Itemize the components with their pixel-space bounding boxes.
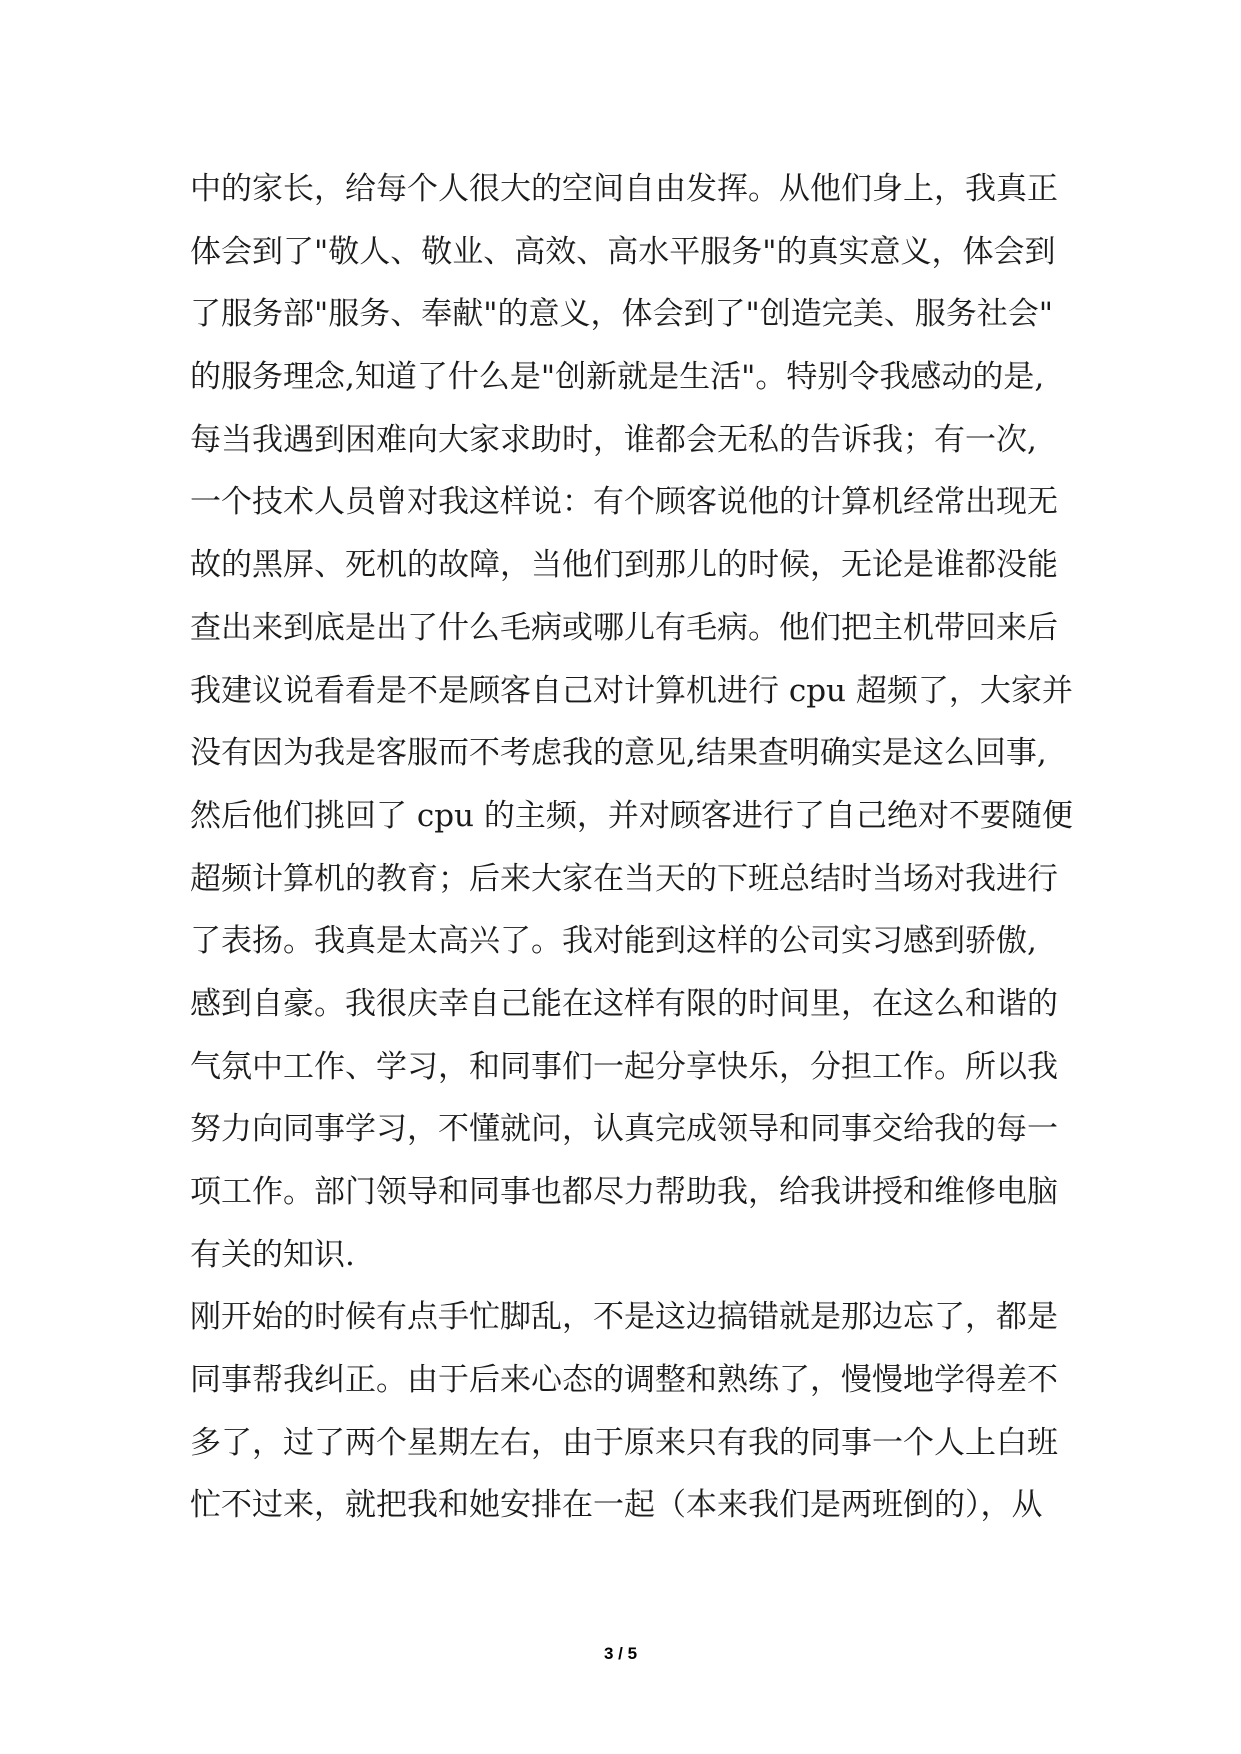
text-line: 了服务部"服务、奉献"的意义，体会到了"创造完美、服务社会" <box>190 296 1054 333</box>
text-line: 忙不过来，就把我和她安排在一起（本来我们是两班倒的），从 <box>190 1487 1043 1524</box>
text-line: 故的黑屏、死机的故障，当他们到那儿的时候，无论是谁都没能 <box>190 547 1058 584</box>
text-line: 查出来到底是出了什么毛病或哪儿有毛病。他们把主机带回来后 <box>190 609 1058 646</box>
text-line: 刚开始的时候有点手忙脚乱，不是这边搞错就是那边忘了，都是 <box>190 1299 1058 1336</box>
text-line: 了表扬。我真是太高兴了。我对能到这样的公司实习感到骄傲, <box>190 923 1037 960</box>
text-line: 超频计算机的教育；后来大家在当天的下班总结时当场对我进行 <box>190 860 1058 897</box>
text-line: 每当我遇到困难向大家求助时，谁都会无私的告诉我；有一次, <box>190 421 1037 458</box>
text-line: 有关的知识. <box>190 1236 355 1273</box>
text-line: 感到自豪。我很庆幸自己能在这样有限的时间里，在这么和谐的 <box>190 985 1058 1022</box>
text-line: 一个技术人员曾对我这样说：有个顾客说他的计算机经常出现无 <box>190 484 1058 521</box>
text-line: 体会到了"敬人、敬业、高效、高水平服务"的真实意义，体会到 <box>190 233 1056 270</box>
page-number: 3 / 5 <box>603 1644 638 1663</box>
text-line: 项工作。部门领导和同事也都尽力帮助我，给我讲授和维修电脑 <box>190 1174 1058 1210</box>
text-line: 没有因为我是客服而不考虑我的意见,结果查明确实是这么回事, <box>190 735 1047 772</box>
text-line: 的服务理念,知道了什么是"创新就是生活"。特别令我感动的是, <box>190 359 1045 396</box>
text-line: 中的家长，给每个人很大的空间自由发挥。从他们身上，我真正 <box>190 171 1058 207</box>
text-line: 努力向同事学习，不懂就问，认真完成领导和同事交给我的每一 <box>190 1111 1058 1148</box>
text-line: 我建议说看看是不是顾客自己对计算机进行 cpu 超频了，大家并 <box>190 672 1073 709</box>
text-line: 多了，过了两个星期左右，由于原来只有我的同事一个人上白班 <box>190 1424 1058 1461</box>
text-line: 然后他们挑回了 cpu 的主频，并对顾客进行了自己绝对不要随便 <box>190 797 1073 834</box>
text-line: 气氛中工作、学习，和同事们一起分享快乐，分担工作。所以我 <box>190 1048 1058 1085</box>
text-line: 同事帮我纠正。由于后来心态的调整和熟练了，慢慢地学得差不 <box>190 1362 1058 1399</box>
body-text <box>190 158 1073 1537</box>
